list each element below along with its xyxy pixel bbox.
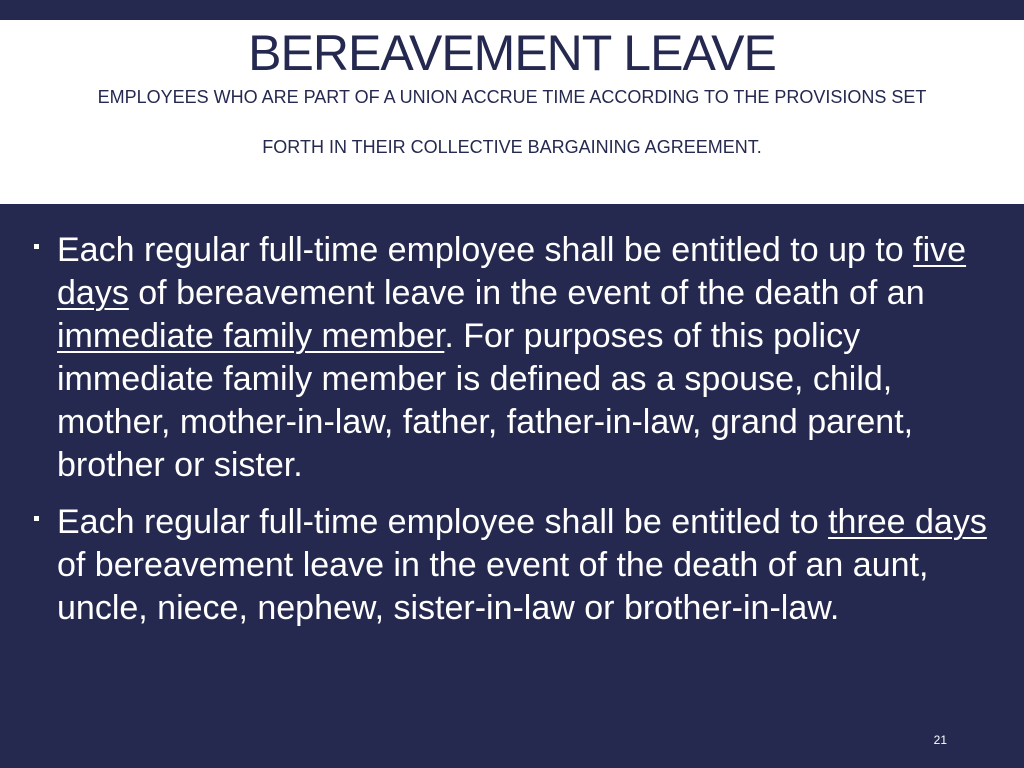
underlined-phrase: five days	[57, 231, 967, 312]
bullet-item-extended-family	[30, 501, 990, 630]
bullet-text: Each regular full-time employee shall be entitled to	[57, 503, 829, 541]
bullet-text: . For purposes of this policy immediate family member is defined as a spouse, child, mother, mother-in-law, father, father-in-law, grand parent, brother or sister.	[57, 317, 914, 484]
bullet-square-icon	[34, 516, 39, 521]
subtitle-line-2: FORTH IN THEIR COLLECTIVE BARGAINING AGREEMENT.	[262, 137, 762, 157]
slide-subtitle	[0, 72, 1024, 172]
bullet-square-icon	[34, 244, 39, 249]
underlined-phrase: immediate family member	[57, 317, 445, 355]
bullet-item-immediate-family	[30, 229, 990, 487]
underlined-phrase: three days	[828, 503, 987, 541]
subtitle-line-1: EMPLOYEES WHO ARE PART OF A UNION ACCRUE TIME ACCORDING TO THE PROVISIONS SET	[97, 87, 927, 107]
bullet-text: of bereavement leave in the event of the death of an	[128, 274, 925, 312]
slide-title: BEREAVEMENT LEAVE	[248, 25, 776, 81]
page-number: 21	[933, 733, 947, 747]
bullet-text: of bereavement leave in the event of the death of an aunt, uncle, niece, nephew, sister-in-law or brother-in-law.	[57, 546, 929, 627]
bullet-list	[30, 229, 990, 644]
bullet-text: Each regular full-time employee shall be entitled to up to	[57, 231, 914, 269]
